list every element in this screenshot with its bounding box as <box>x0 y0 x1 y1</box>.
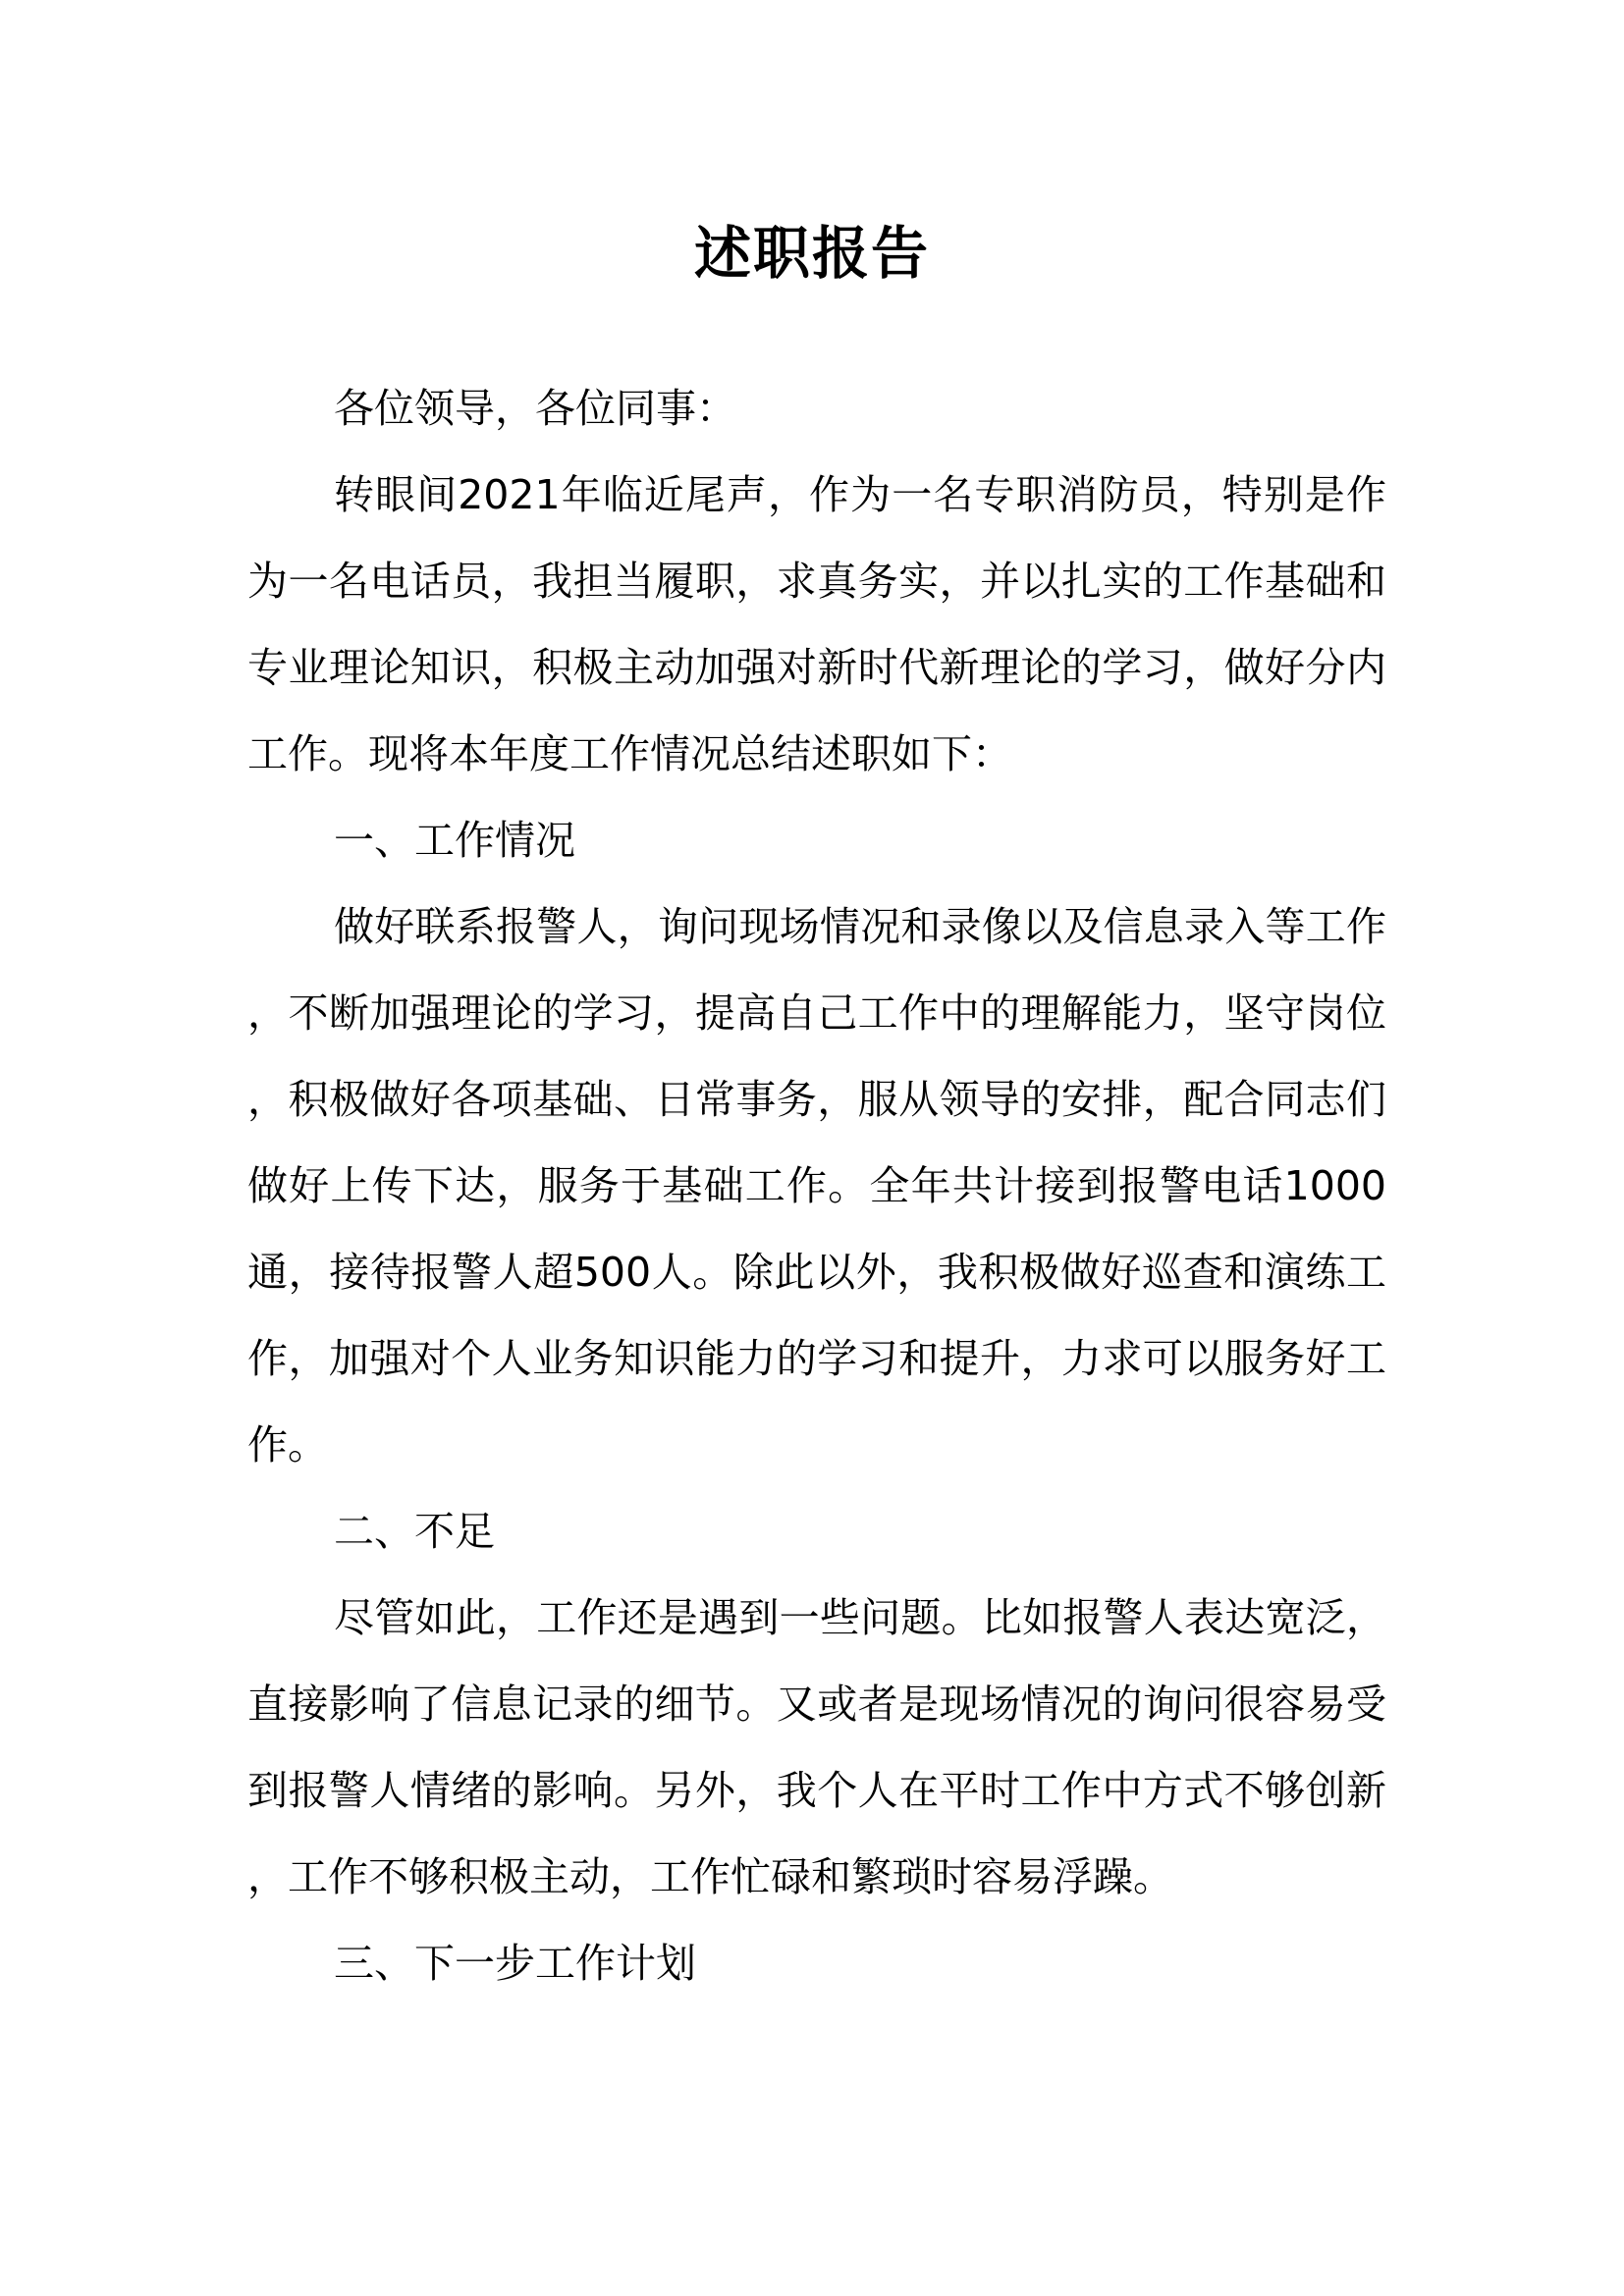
section-heading-next-plan: 三、下一步工作计划 <box>334 1940 696 1987</box>
document-title: 述职报告 <box>693 220 930 287</box>
work-status-paragraph: 做好联系报警人，询问现场情况和录像以及信息录入等工作，不断加强理论的学习，提高自己工作中的理解能力，坚守岗位，积极做好各项基础、日常事务，服从领导的安排，配合同志们做好上传下达，服务于基础工作。全年共计接到报警电话1000通，接待报警人超500人。除此以外，我积极做好巡查和演练工作，加强对个人业务知识能力的学习和提升，力求可以服务好工作。 <box>247 903 1386 1468</box>
shortcomings-paragraph: 尽管如此，工作还是遇到一些问题。比如报警人表达宽泛，直接影响了信息记录的细节。又或者是现场情况的询问很容易受到报警人情绪的影响。另外，我个人在平时工作中方式不够创新，工作不够积极主动，工作忙碌和繁琐时容易浮躁。 <box>247 1594 1386 1900</box>
document-body <box>247 365 1386 2006</box>
intro-paragraph: 转眼间2021年临近尾声，作为一名专职消防员，特别是作为一名电话员，我担当履职，求真务实，并以扎实的工作基础和专业理论知识，积极主动加强对新时代新理论的学习，做好分内工作。现将本年度工作情况总结述职如下： <box>247 471 1386 777</box>
section-heading-shortcomings: 二、不足 <box>334 1508 495 1555</box>
section-heading-work-status: 一、工作情况 <box>334 817 575 864</box>
salutation-paragraph: 各位领导，各位同事： <box>334 385 736 432</box>
